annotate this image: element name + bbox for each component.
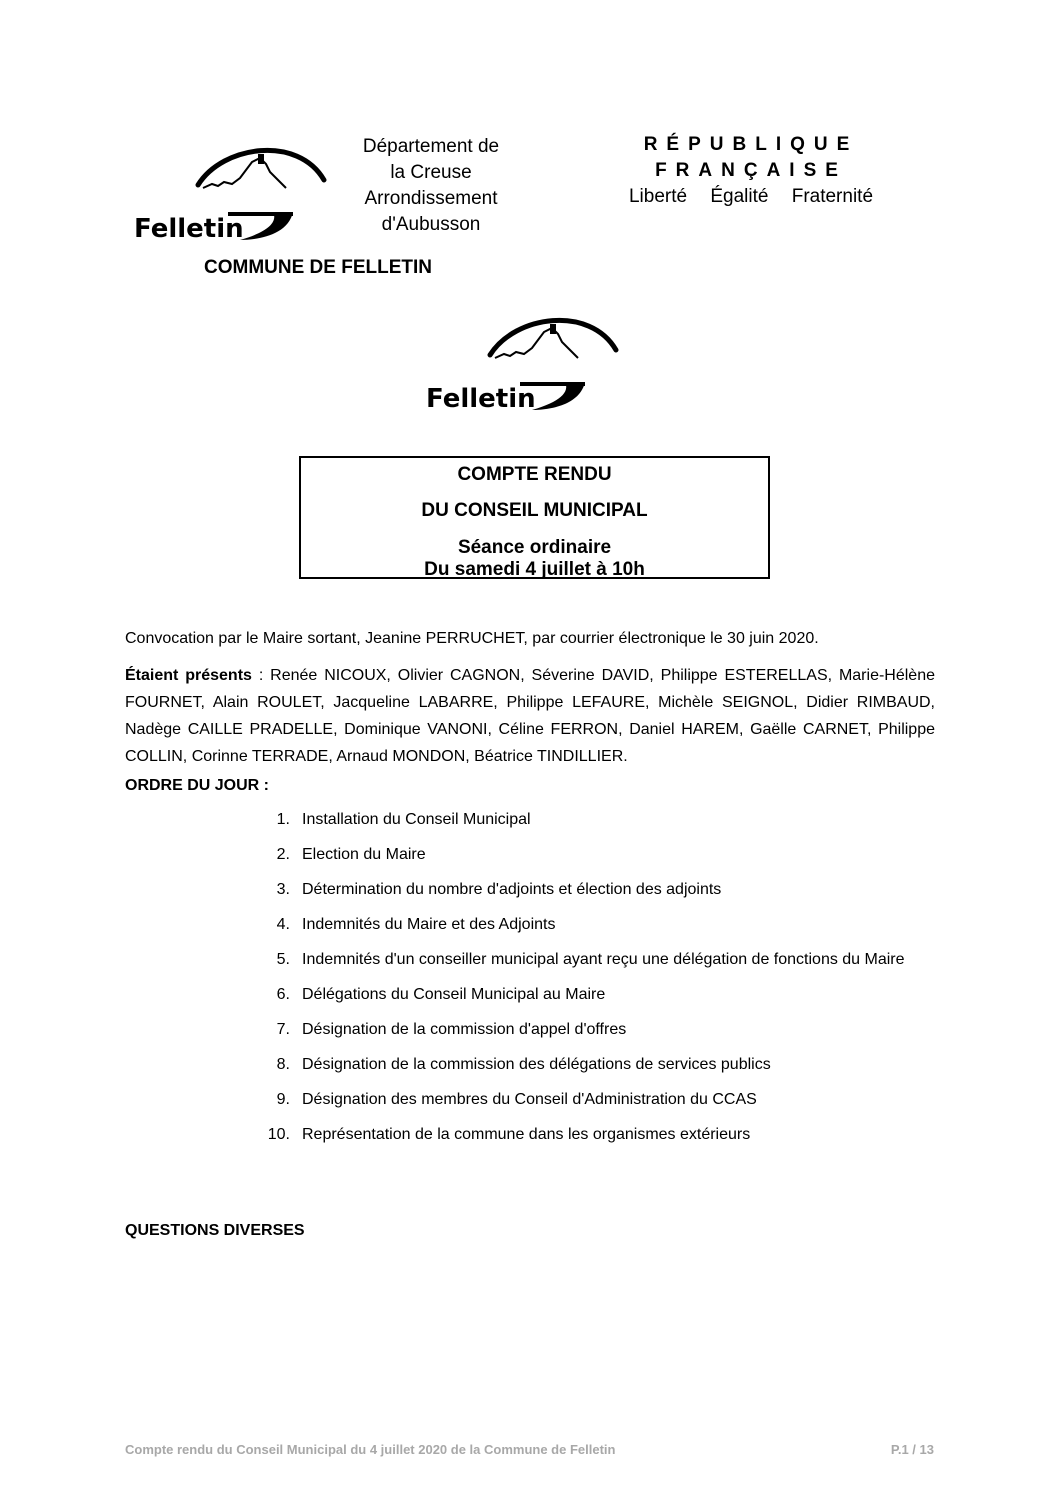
agenda-item <box>260 1018 940 1042</box>
agenda-item-text: Désignation de la commission d'appel d'offres <box>302 1021 627 1038</box>
agenda-item <box>260 913 940 937</box>
department-line: Département de <box>362 136 500 157</box>
presents-paragraph <box>125 662 935 770</box>
agenda-item <box>260 983 940 1007</box>
department-line: d'Aubusson <box>381 214 481 235</box>
felletin-logo-text: Felletin <box>134 214 244 244</box>
agenda-item-text: Représentation de la commune dans les organismes extérieurs <box>302 1126 751 1143</box>
agenda-item-number: 3. <box>276 881 290 898</box>
title-line-3-4 <box>301 537 768 581</box>
agenda-item-number: 8. <box>276 1056 290 1073</box>
title-line-1: COMPTE RENDU <box>457 464 612 485</box>
agenda-item <box>260 1053 940 1077</box>
agenda-item <box>260 948 940 972</box>
agenda-item-number: 2. <box>276 846 290 863</box>
republic-block <box>552 132 950 210</box>
agenda-item <box>260 843 940 867</box>
felletin-logo-center <box>420 310 630 415</box>
agenda-item-number: 1. <box>276 811 290 828</box>
agenda-item-text: Installation du Conseil Municipal <box>302 811 531 828</box>
agenda-item-text: Désignation de la commission des délégations de services publics <box>302 1056 771 1073</box>
presents-label: Étaient présents <box>125 667 252 684</box>
convocation-paragraph: Convocation par le Maire sortant, Jeanine PERRUCHET, par courrier électronique le 30 juin 2020. <box>125 630 819 647</box>
republic-title: RÉPUBLIQUE FRANÇAISE <box>643 134 859 181</box>
footer-left: Compte rendu du Conseil Municipal du 4 juillet 2020 de la Commune de Felletin <box>125 1442 616 1457</box>
republic-motto: Liberté Égalité Fraternité <box>628 186 874 207</box>
agenda-list <box>260 808 940 1158</box>
agenda-item-number: 6. <box>276 986 290 1003</box>
agenda-item-number: 10. <box>267 1126 290 1143</box>
agenda-item-number: 4. <box>276 916 290 933</box>
footer-page-number: P.1 / 13 <box>890 1442 934 1457</box>
department-line: Arrondissement <box>364 188 498 209</box>
agenda-item-text: Détermination du nombre d'adjoints et élection des adjoints <box>302 881 722 898</box>
agenda-item-text: Election du Maire <box>302 846 426 863</box>
agenda-item <box>260 1123 940 1147</box>
agenda-item-text: Désignation des membres du Conseil d'Administration du CCAS <box>302 1091 757 1108</box>
commune-heading: COMMUNE DE FELLETIN <box>204 257 432 278</box>
department-block <box>340 134 522 238</box>
agenda-item-text: Indemnités du Maire et des Adjoints <box>302 916 556 933</box>
felletin-logo-header <box>128 140 338 245</box>
department-line: la Creuse <box>390 162 472 183</box>
agenda-item <box>260 878 940 902</box>
presents-list: : Renée NICOUX, Olivier CAGNON, Séverine DAVID, Philippe ESTERELLAS, Marie-Hélène FOURNET, Alain ROULET, Jacqueline LABARRE, Philippe LEFAURE, Michèle SEIGNOL, Didier RIMBAUD, Nadège CAILLE PRADELLE, Dominique VANONI, Céline FERRON, Daniel HAREM, Gaëlle CARNET, Philippe COLLIN, Corinne TERRADE, Arnaud MONDON, Béatrice TINDILLIER. <box>125 667 935 765</box>
agenda-item <box>260 1088 940 1112</box>
title-line-2: DU CONSEIL MUNICIPAL <box>421 500 648 521</box>
agenda-item-text: Délégations du Conseil Municipal au Maire <box>302 986 606 1003</box>
agenda-item-number: 5. <box>276 951 290 968</box>
questions-diverses-heading: QUESTIONS DIVERSES <box>125 1222 305 1239</box>
title-box <box>299 456 770 579</box>
agenda-item-text: Indemnités d'un conseiller municipal ayant reçu une délégation de fonctions du Maire <box>302 951 905 968</box>
title-line-3: Séance ordinaire <box>457 537 612 558</box>
agenda-item <box>260 808 940 832</box>
agenda-item-number: 7. <box>276 1021 290 1038</box>
ordre-du-jour-heading: ORDRE DU JOUR : <box>125 777 270 794</box>
agenda-item-number: 9. <box>276 1091 290 1108</box>
felletin-logo-text: Felletin <box>426 384 536 414</box>
title-line-4: Du samedi 4 juillet à 10h <box>424 559 645 580</box>
